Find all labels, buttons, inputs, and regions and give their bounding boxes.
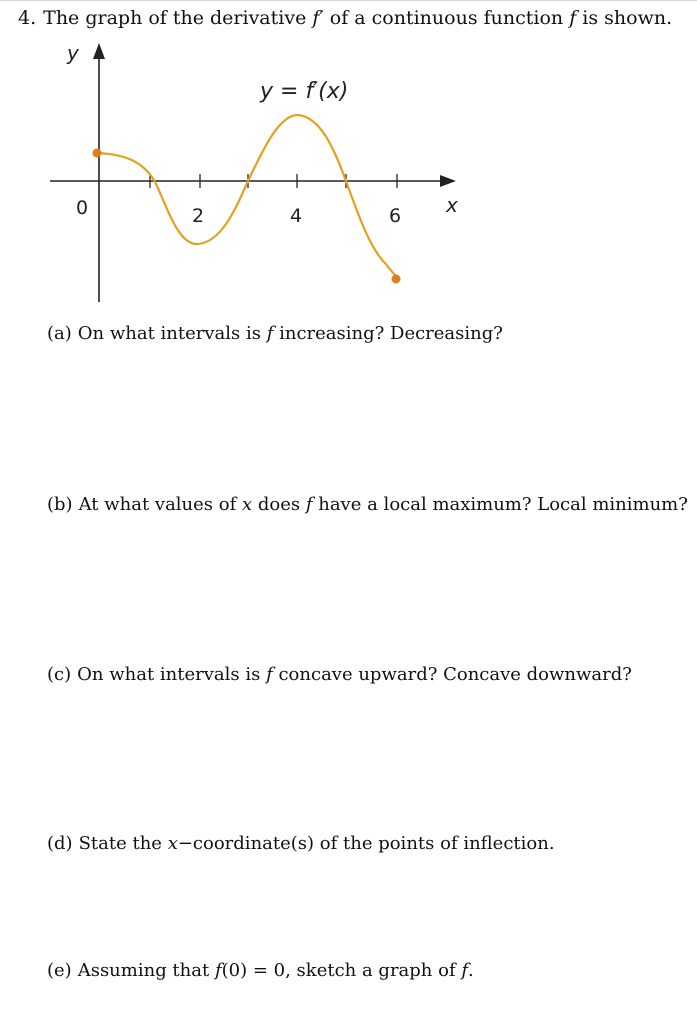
question-c: [47, 664, 632, 685]
question-text: have a local maximum? Local minimum?: [312, 494, 688, 515]
question-text: On what intervals is: [77, 664, 267, 685]
curve-label: y = f′(x): [260, 79, 349, 104]
x-axis-label: x: [446, 193, 458, 217]
function-symbol: f: [569, 7, 577, 29]
left-endpoint: [93, 149, 102, 158]
statement-text: of a continuous function: [323, 7, 570, 29]
variable-symbol: x: [241, 494, 253, 515]
function-symbol: f: [266, 664, 273, 685]
question-text: increasing? Decreasing?: [273, 323, 503, 344]
function-symbol: f: [461, 960, 469, 981]
derivative-graph: [40, 36, 480, 308]
tick-label-6: 6: [389, 205, 402, 227]
function-symbol: f: [266, 323, 274, 344]
function-symbol: f: [214, 960, 222, 981]
function-symbol: f: [305, 494, 313, 515]
question-text: concave upward? Concave downward?: [272, 664, 632, 685]
variable-symbol: x: [167, 833, 178, 854]
tick-label-0: 0: [76, 197, 89, 219]
question-label: (d): [47, 833, 73, 854]
question-text: does: [252, 494, 306, 515]
question-text: Assuming that: [77, 960, 215, 981]
derivative-symbol: f′: [312, 7, 324, 29]
question-e: [47, 960, 474, 981]
question-label: (b): [47, 494, 73, 515]
tick-label-4: 4: [290, 205, 303, 227]
question-b: [47, 494, 688, 515]
question-text: (0) = 0, sketch a graph of: [221, 960, 462, 981]
question-label: (a): [47, 323, 72, 344]
tick-label-2: 2: [192, 205, 205, 227]
statement-text: is shown.: [576, 7, 673, 29]
problem-number: 4.: [18, 7, 37, 29]
right-endpoint: [392, 275, 401, 284]
statement-text: The graph of the derivative: [43, 7, 313, 29]
question-d: [47, 833, 555, 854]
question-a: [47, 323, 503, 344]
question-text: State the: [78, 833, 168, 854]
question-text: −coordinate(s) of the points of inflection.: [177, 833, 555, 854]
question-label: (e): [47, 960, 72, 981]
question-text: At what values of: [78, 494, 242, 515]
x-axis-arrow: [440, 175, 456, 187]
top-divider: [0, 0, 697, 1]
y-axis-label: y: [67, 41, 79, 65]
question-text: .: [468, 960, 474, 981]
problem-statement: [18, 7, 672, 29]
y-axis-arrow: [93, 43, 105, 59]
question-text: On what intervals is: [77, 323, 267, 344]
question-label: (c): [47, 664, 72, 685]
derivative-curve: [97, 115, 400, 278]
